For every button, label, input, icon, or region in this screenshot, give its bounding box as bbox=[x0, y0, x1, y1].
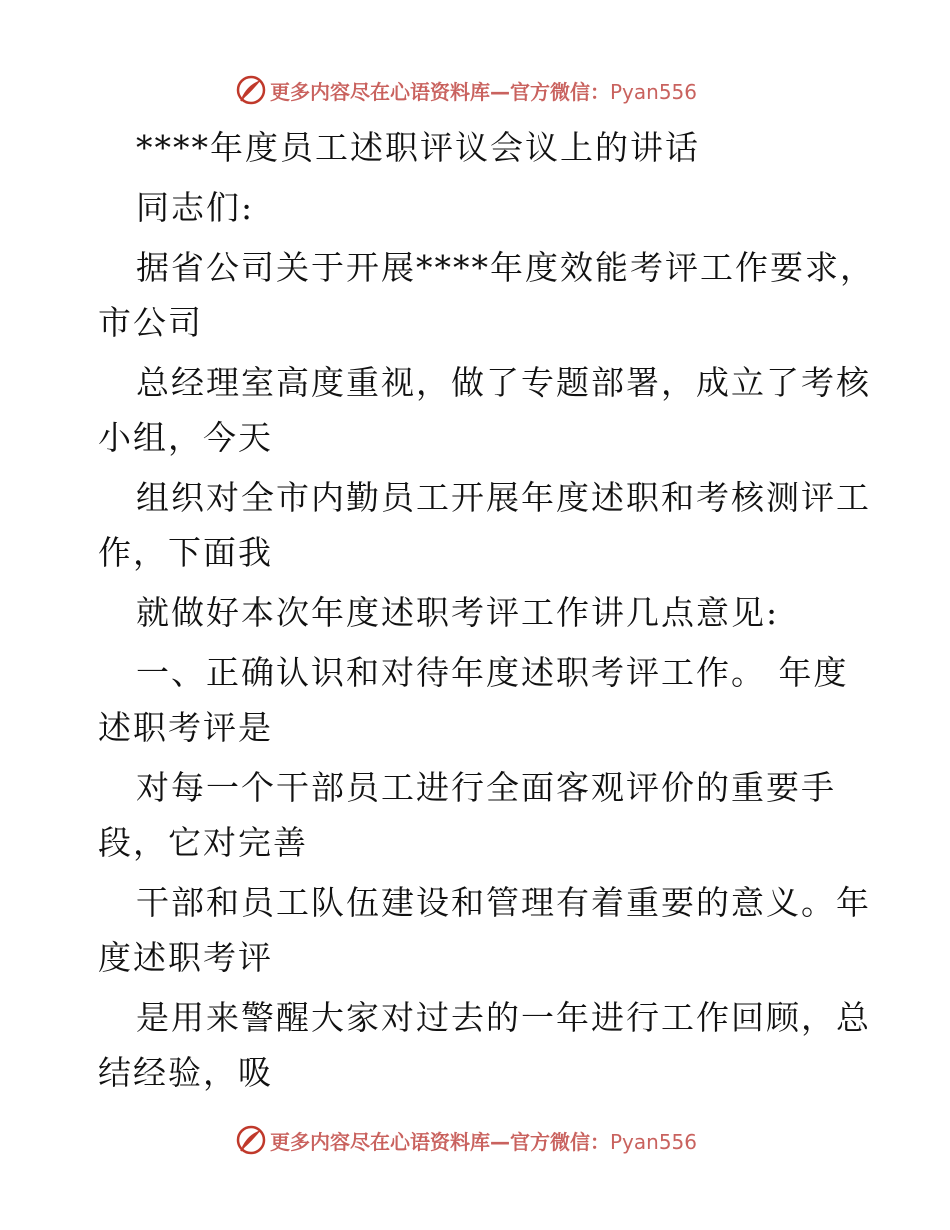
paragraph-line: 市公司 bbox=[98, 303, 203, 342]
quill-logo-icon bbox=[236, 75, 266, 105]
watermark-text bbox=[270, 1126, 697, 1155]
paragraph-line: 总经理室高度重视，做了专题部署，成立了考核 bbox=[136, 363, 871, 402]
paragraph-line: 是用来警醒大家对过去的一年进行工作回顾，总 bbox=[136, 998, 871, 1037]
watermark-text bbox=[270, 76, 697, 105]
paragraph-line: 就做好本次年度述职考评工作讲几点意见: bbox=[136, 593, 780, 632]
paragraph-line: 作，下面我 bbox=[98, 533, 273, 572]
paragraph-line: 干部和员工队伍建设和管理有着重要的意义。年 bbox=[136, 883, 871, 922]
watermark-id: Pyan556 bbox=[610, 79, 698, 104]
paragraph-line: 小组，今天 bbox=[98, 418, 273, 457]
watermark-brand: 更多内容尽在心语资料库—官方微信： bbox=[270, 1129, 610, 1154]
paragraph-line: 述职考评是 bbox=[98, 708, 273, 747]
paragraph-line: 据省公司关于开展****年度效能考评工作要求， bbox=[136, 248, 875, 287]
watermark-id: Pyan556 bbox=[610, 1129, 698, 1154]
paragraph-line: 组织对全市内勤员工开展年度述职和考核测评工 bbox=[136, 478, 871, 517]
salutation: 同志们: bbox=[136, 188, 255, 227]
quill-logo-icon bbox=[236, 1125, 266, 1155]
section-heading: 一、正确认识和对待年度述职考评工作。 年度 bbox=[136, 653, 849, 692]
document-title: ****年度员工述职评议会议上的讲话 bbox=[136, 128, 700, 167]
watermark-brand: 更多内容尽在心语资料库—官方微信： bbox=[270, 79, 610, 104]
footer-watermark bbox=[236, 1122, 697, 1158]
paragraph-line: 度述职考评 bbox=[98, 938, 273, 977]
paragraph-line: 结经验，吸 bbox=[98, 1053, 273, 1092]
header-watermark bbox=[236, 72, 697, 108]
paragraph-line: 段，它对完善 bbox=[98, 823, 308, 862]
paragraph-line: 对每一个干部员工进行全面客观评价的重要手 bbox=[136, 768, 836, 807]
